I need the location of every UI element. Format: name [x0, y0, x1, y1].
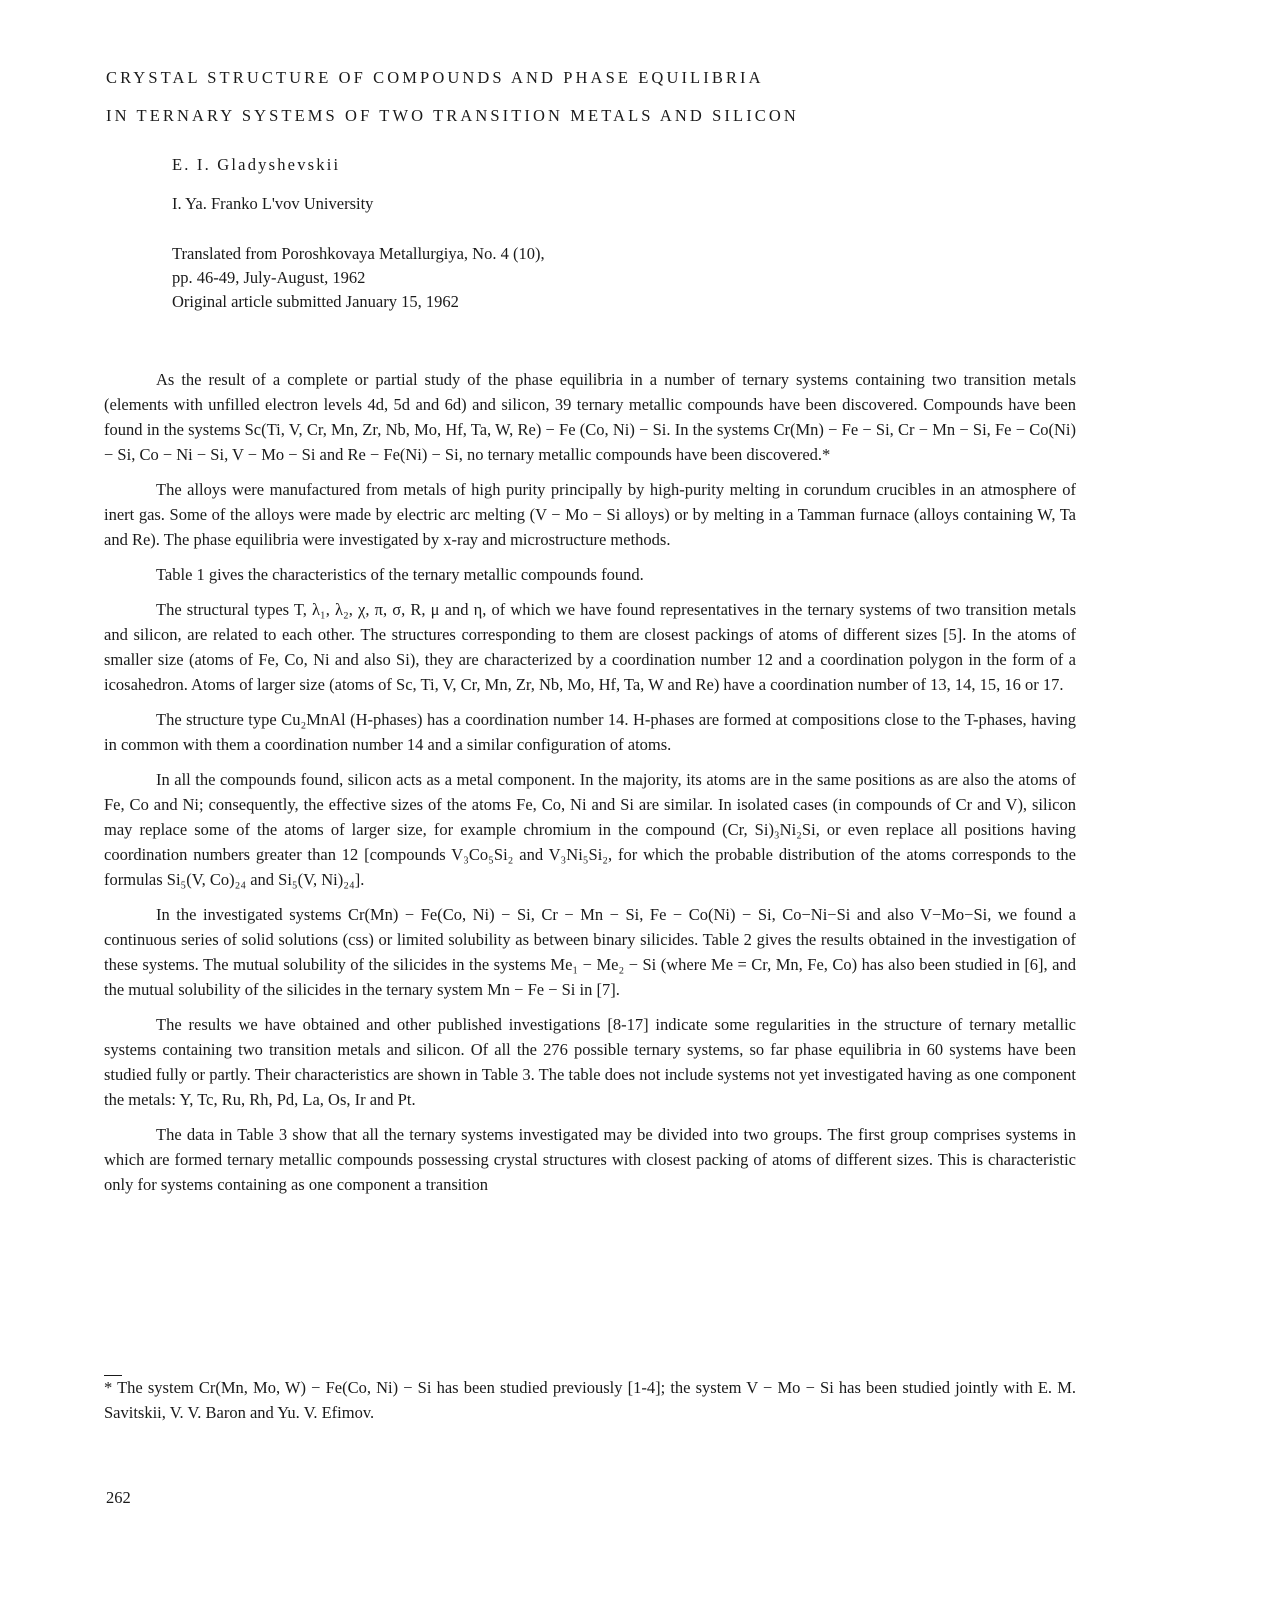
translation-line-1: Translated from Poroshkovaya Metallurgiya, No. 4 (10), [172, 244, 545, 263]
paragraph-1: As the result of a complete or partial study of the phase equilibria in a number of ternary systems containing two transition metals (elements with unfilled electron levels 4d, 5d and 6d) and silicon, 39 ternary metallic compounds have been discovered. Compounds have been found in the systems Sc(Ti, V, Cr, Mn, Zr, Nb, Mo, Hf, Ta, W, Re) − Fe (Co, Ni) − Si. In the systems Cr(Mn) − Fe − Si, Cr − Mn − Si, Fe − Co(Ni) − Si, Co − Ni − Si, V − Mo − Si and Re − Fe(Ni) − Si, no ternary metallic compounds have been discovered.* [104, 370, 1076, 464]
title-line-1: CRYSTAL STRUCTURE OF COMPOUNDS AND PHASE EQUILIBRIA [106, 68, 764, 87]
translation-note [172, 242, 772, 314]
translation-line-2: pp. 46-49, July-August, 1962 [172, 268, 366, 287]
paragraph-5: The structure type Cu₂MnAl (H-phases) has a coordination number 14. H-phases are formed at compositions close to the T-phases, having in common with them a coordination number 14 and a similar configuration of atoms. [104, 710, 1076, 754]
paragraph-9: The data in Table 3 show that all the ternary systems investigated may be divided into two groups. The first group comprises systems in which are formed ternary metallic compounds possessing crystal structures with closest packing of atoms of different sizes. This is characteristic only for systems containing as one component a transition [104, 1125, 1076, 1194]
page-number: 262 [106, 1488, 131, 1507]
affiliation: I. Ya. Franko L'vov University [172, 194, 374, 213]
paragraph-2: The alloys were manufactured from metals of high purity principally by high-purity melting in corundum crucibles in an atmosphere of inert gas. Some of the alloys were made by electric arc melting (V − Mo − Si alloys) or by melting in a Tamman furnace (alloys containing W, Ta and Re). The phase equilibria were investigated by x-ray and microstructure methods. [104, 480, 1076, 549]
footnote: * The system Cr(Mn, Mo, W) − Fe(Co, Ni) − Si has been studied previously [1-4]; the system V − Mo − Si has been studied jointly with E. M. Savitskii, V. V. Baron and Yu. V. Efimov. [104, 1378, 1076, 1422]
author: E. I. Gladyshevskii [172, 155, 341, 174]
paragraph-6: In all the compounds found, silicon acts as a metal component. In the majority, its atoms are in the same positions as are also the atoms of Fe, Co and Ni; consequently, the effective sizes of the atoms Fe, Co, Ni and Si are similar. In isolated cases (in compounds of Cr and V), silicon may replace some of the atoms of larger size, for example chromium in the compound (Cr, Si)₃Ni₂Si, or even replace all positions having coordination numbers greater than 12 [compounds V₃Co₅Si₂ and V₃Ni₅Si₂, for which the probable distribution of the atoms corresponds to the formulas Si₅(V, Co)₂₄ and Si₅(V, Ni)₂₄]. [104, 770, 1076, 889]
paragraph-7: In the investigated systems Cr(Mn) − Fe(Co, Ni) − Si, Cr − Mn − Si, Fe − Co(Ni) − Si, Co−Ni−Si and also V−Mo−Si, we found a continuous series of solid solutions (css) or limited solubility as between binary silicides. Table 2 gives the results obtained in the investigation of these systems. The mutual solubility of the silicides in the systems Me₁ − Me₂ − Si (where Me = Cr, Mn, Fe, Co) has also been studied in [6], and the mutual solubility of the silicides in the ternary system Mn − Fe − Si in [7]. [104, 905, 1076, 999]
translation-line-3: Original article submitted January 15, 1962 [172, 292, 459, 311]
title-line-2: IN TERNARY SYSTEMS OF TWO TRANSITION METALS AND SILICON [106, 106, 799, 125]
paragraph-4: The structural types T, λ₁, λ₂, χ, π, σ, R, μ and η, of which we have found representatives in the ternary systems of two transition metals and silicon, are related to each other. The structures corresponding to them are closest packings of atoms of different sizes [5]. In the atoms of smaller size (atoms of Fe, Co, Ni and also Si), they are characterized by a coordination number 12 and a coordination polygon in the form of a icosahedron. Atoms of larger size (atoms of Sc, Ti, V, Cr, Mn, Zr, Nb, Mo, Hf, Ta, W and Re) have a coordination number of 13, 14, 15, 16 or 17. [104, 600, 1076, 694]
paragraph-3: Table 1 gives the characteristics of the ternary metallic compounds found. [156, 565, 644, 584]
paragraph-8: The results we have obtained and other published investigations [8-17] indicate some regularities in the structure of ternary metallic systems containing two transition metals and silicon. Of all the 276 possible ternary systems, so far phase equilibria in 60 systems have been studied fully or partly. Their characteristics are shown in Table 3. The table does not include systems not yet investigated having as one component the metals: Y, Tc, Ru, Rh, Pd, La, Os, Ir and Pt. [104, 1015, 1076, 1109]
article-body [104, 367, 1076, 1207]
